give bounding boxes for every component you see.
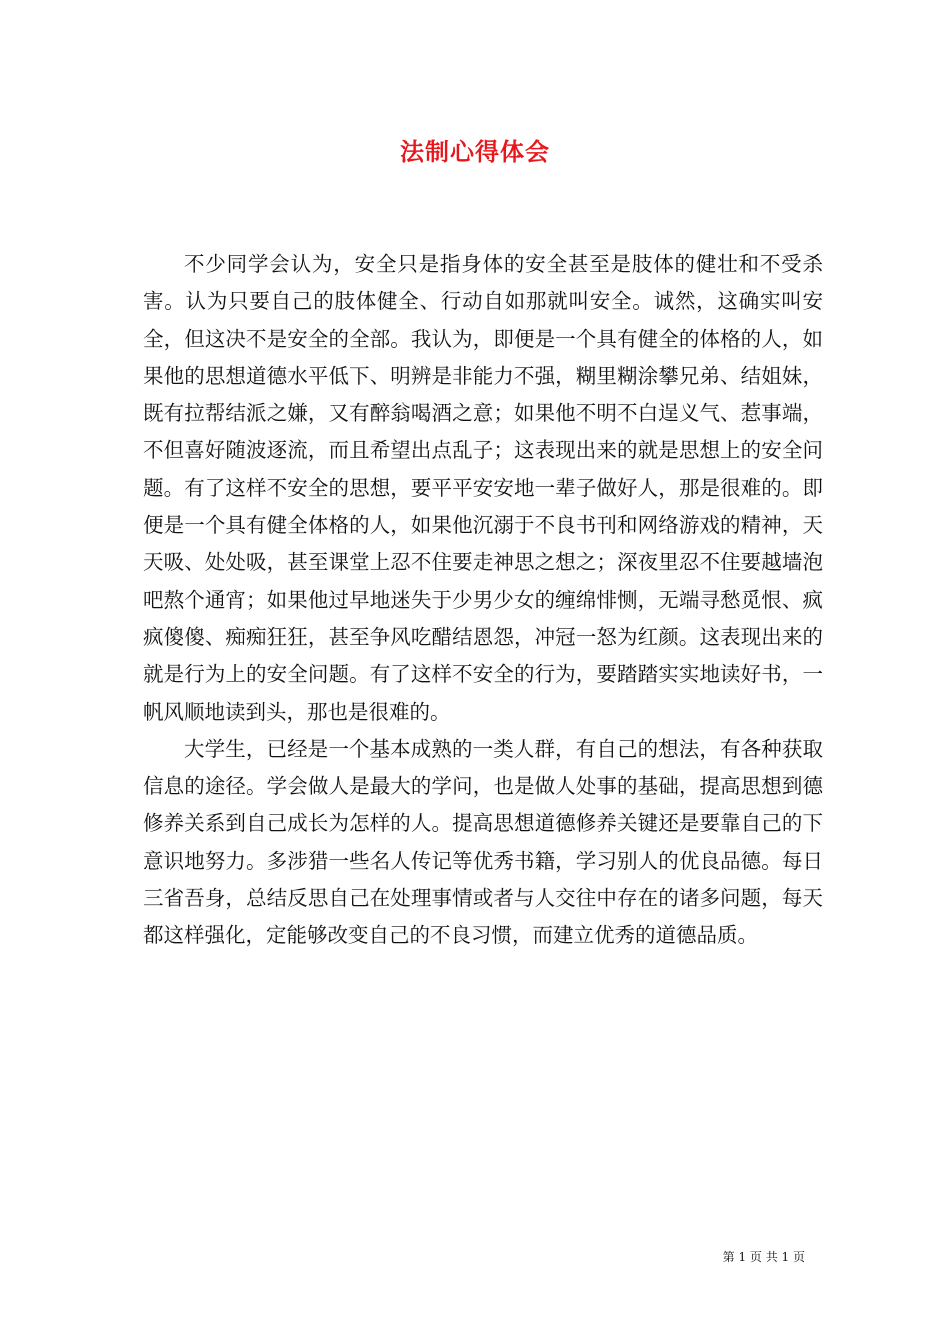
paragraph: 大学生，已经是一个基本成熟的一类人群，有自己的想法，有各种获取信息的途径。学会做人是最大的学问，也是做人处事的基础，提高思想到德修养关系到自己成长为怎样的人。提高思想道德修养关键还是要靠自己的下意识地努力。多涉猎一些名人传记等优秀书籍，学习别人的优良品德。每日三省吾身，总结反思自己在处理事情或者与人交往中存在的诸多问题，每天都这样强化，定能够改变自己的不良习惯，而建立优秀的道德品质。 (143, 736, 823, 948)
paragraph: 不少同学会认为，安全只是指身体的安全甚至是肢体的健壮和不受杀害。认为只要自己的肢体健全、行动自如那就叫安全。诚然，这确实叫安全，但这决不是安全的全部。我认为，即便是一个具有健全的体格的人，如果他的思想道德水平低下、明辨是非能力不强，糊里糊涂攀兄弟、结姐妹，既有拉帮结派之嫌，又有醉翁喝酒之意；如果他不明不白逞义气、惹事端，不但喜好随波逐流，而且希望出点乱子；这表现出来的就是思想上的安全问题。有了这样不安全的思想，要平平安安地一辈子做好人，那是很难的。即便是一个具有健全体格的人，如果他沉溺于不良书刊和网络游戏的精神，天天吸、处处吸，甚至课堂上忍不住要走神思之想之；深夜里忍不住要越墙泡吧熬个通宵；如果他过早地迷失于少男少女的缠绵悱恻，无端寻愁觅恨、疯疯傻傻、痴痴狂狂，甚至争风吃醋结恩怨，冲冠一怒为红颜。这表现出来的就是行为上的安全问题。有了这样不安全的行为，要踏踏实实地读好书，一帆风顺地读到头，那也是很难的。 (143, 252, 823, 724)
document-body (143, 246, 823, 955)
page-number: 第 1 页 共 1 页 (722, 1250, 805, 1264)
document-title: 法制心得体会 (400, 137, 550, 166)
